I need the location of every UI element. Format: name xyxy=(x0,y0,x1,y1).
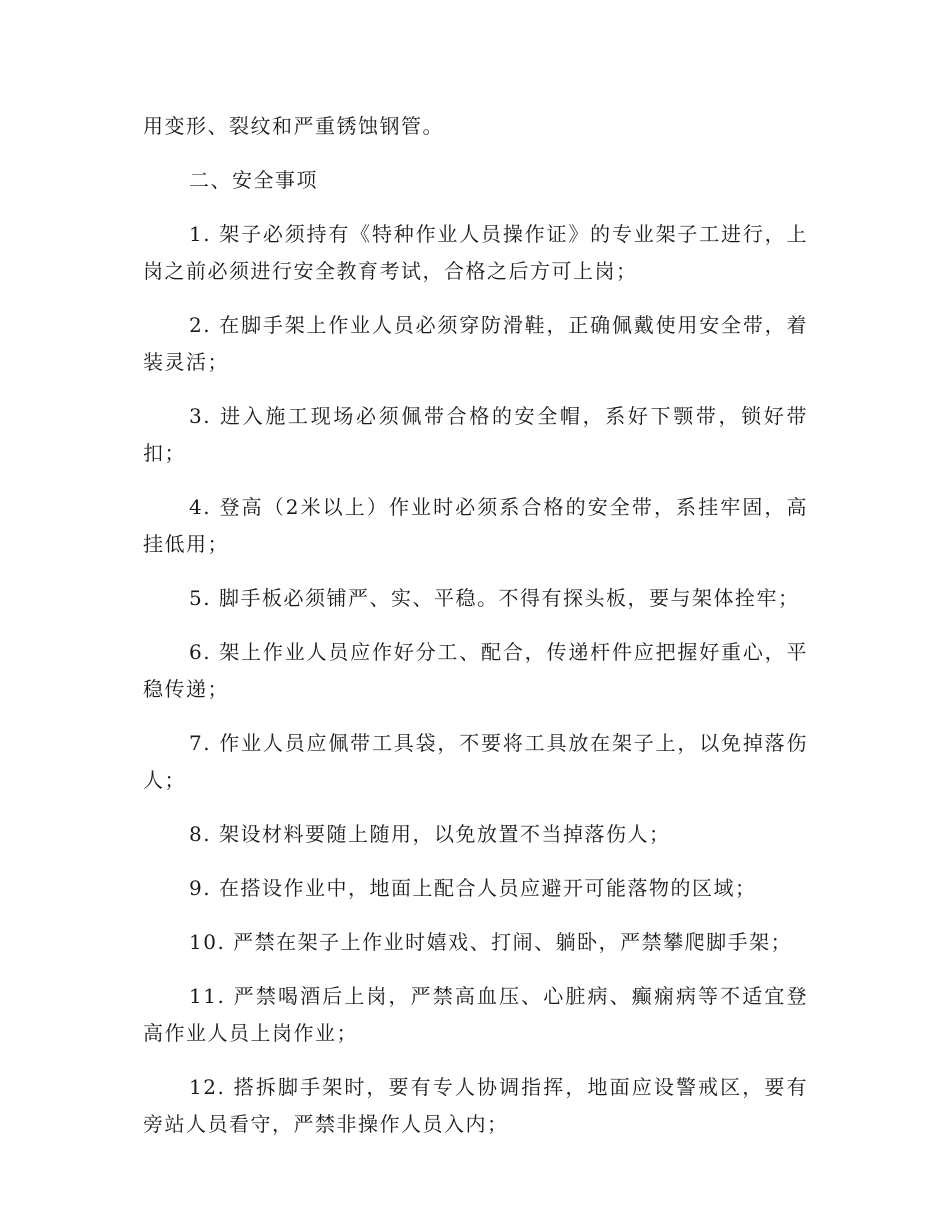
paragraph-continuation: 用变形、裂纹和严重锈蚀钢管。 xyxy=(143,114,444,138)
list-item-6: 6. 架上作业人员应作好分工、配合，传递杆件应把握好重心，平稳传递； xyxy=(143,640,808,701)
list-item-11: 11. 严禁喝酒后上岗，严禁高血压、心脏病、癫痫病等不适宜登高作业人员上岗作业； xyxy=(143,984,808,1045)
list-item-9: 9. 在搭设作业中，地面上配合人员应避开可能落物的区域； xyxy=(189,876,757,900)
list-item-2: 2. 在脚手架上作业人员必须穿防滑鞋，正确佩戴使用安全带，着装灵活； xyxy=(143,313,808,374)
list-item-3: 3. 进入施工现场必须佩带合格的安全帽，系好下颚带，锁好带扣； xyxy=(143,404,808,465)
list-item-12: 12. 搭拆脚手架时，要有专人协调指挥，地面应设警戒区，要有旁站人员看守，严禁非操作人员入内； xyxy=(143,1075,808,1136)
list-item-7: 7. 作业人员应佩带工具袋，不要将工具放在架子上，以免掉落伤人； xyxy=(143,731,808,792)
list-item-8: 8. 架设材料要随上随用，以免放置不当掉落伤人； xyxy=(189,822,671,846)
list-item-1: 1. 架子必须持有《特种作业人员操作证》的专业架子工进行，上岗之前必须进行安全教育考试，合格之后方可上岗； xyxy=(143,222,808,283)
list-item-10: 10. 严禁在架子上作业时嬉戏、打闹、躺卧，严禁攀爬脚手架； xyxy=(189,930,793,954)
list-item-5: 5. 脚手板必须铺严、实、平稳。不得有探头板，要与架体拴牢； xyxy=(189,586,800,610)
section-heading: 二、安全事项 xyxy=(189,168,318,192)
document-body xyxy=(143,108,808,1160)
list-item-4: 4. 登高（2米以上）作业时必须系合格的安全带，系挂牢固，高挂低用； xyxy=(143,495,808,556)
